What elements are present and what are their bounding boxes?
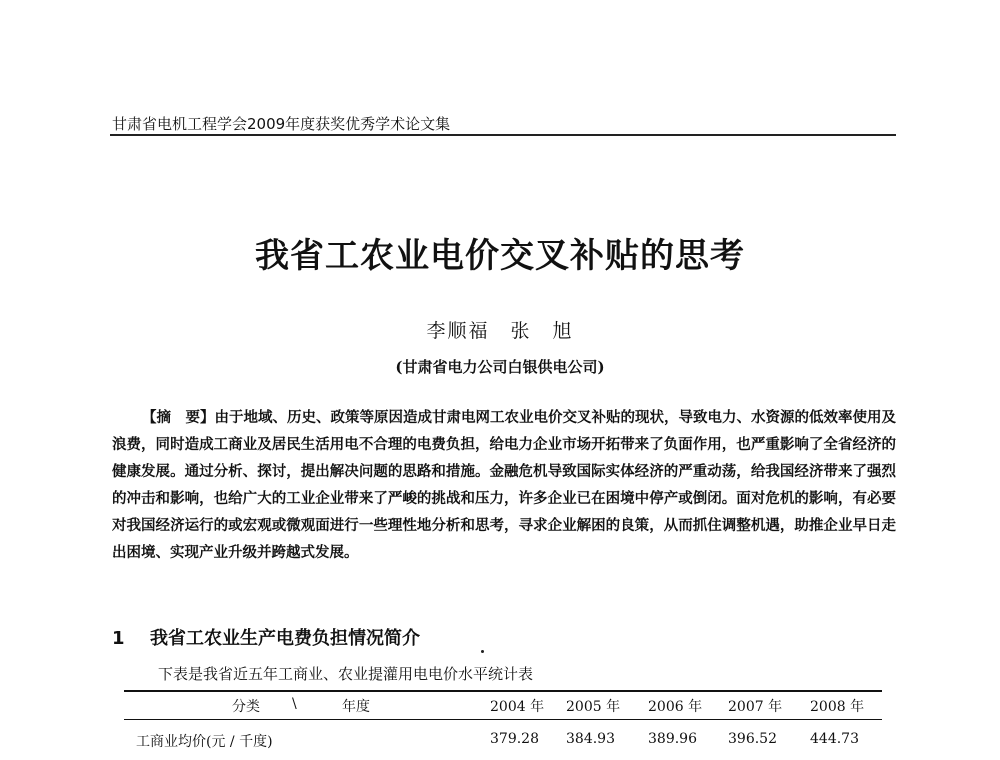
running-header: 甘肃省电机工程学会2009年度获奖优秀学术论文集 [112, 115, 451, 133]
article-authors: 李顺福 张 旭 [426, 320, 574, 342]
table-header-year-cell: 2007 年 [728, 699, 783, 715]
article-title: 我省工农业电价交叉补贴的思考 [255, 236, 745, 276]
stray-dot [481, 650, 484, 653]
table-top-rule [124, 690, 882, 692]
section-title: 我省工农业生产电费负担情况简介 [150, 628, 420, 649]
abstract-paragraph [112, 404, 896, 566]
table-row-label: 工商业均价(元 / 千度) [136, 734, 273, 750]
table-header-rule [124, 719, 882, 720]
table-cell: 379.28 [490, 731, 539, 747]
article-affiliation: (甘肃省电力公司白银供电公司) [395, 358, 605, 376]
table-cell: 389.96 [648, 731, 697, 747]
abstract-label: 【摘 要】 [142, 409, 215, 426]
table-cell: 396.52 [728, 731, 777, 747]
table-header-year: 年度 [342, 699, 370, 715]
abstract-text: 由于地域、历史、政策等原因造成甘肃电网工农业电价交叉补贴的现状，导致电力、水资源的低效率使用及浪费，同时造成工商业及居民生活用电不合理的电费负担，给电力企业市场开拓带来了负面作用，也严重影响了全省经济的健康发展。通过分析、探讨，提出解决问题的思路和措施。金融危机导致国际实体经济的严重动荡，给我国经济带来了强烈的冲击和影响，也给广大的工业企业带来了严峻的挑战和压力，许多企业已在困境中停产或倒闭。面对危机的影响，有必要对我国经济运行的或宏观或微观面进行一些理性地分析和思考，寻求企业解困的良策，从而抓住调整机遇，助推企业早日走出困境、实现产业升级并跨越式发展。 [112, 409, 896, 561]
section-heading [112, 624, 420, 650]
table-cell: 384.93 [566, 731, 615, 747]
table-header-year-cell: 2004 年 [490, 699, 545, 715]
table-header-slash: \ [292, 696, 297, 712]
section-number: 1 [112, 628, 125, 649]
table-header-year-cell: 2005 年 [566, 699, 621, 715]
table-header-year-cell: 2006 年 [648, 699, 703, 715]
header-rule [110, 134, 896, 136]
table-header-year-cell: 2008 年 [810, 699, 865, 715]
table-header-category: 分类 [232, 699, 260, 715]
table-caption: 下表是我省近五年工商业、农业提灌用电电价水平统计表 [158, 665, 534, 683]
table-cell: 444.73 [810, 731, 859, 747]
